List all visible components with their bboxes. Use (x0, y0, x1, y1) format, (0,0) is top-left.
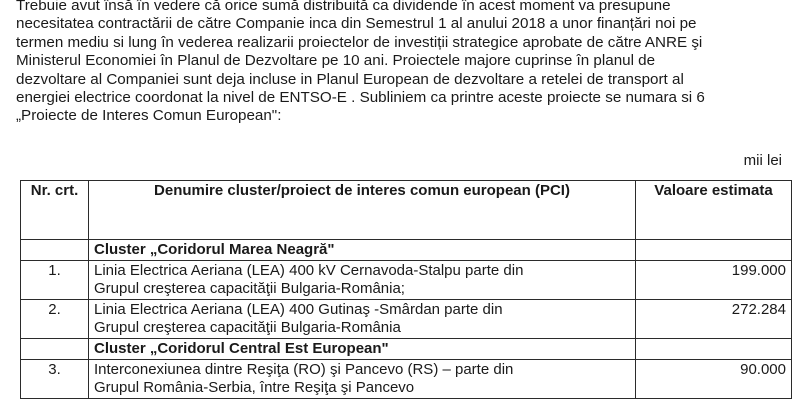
cluster-title: Cluster „Coridorul Marea Neagră" (89, 240, 636, 261)
row-value: 272.284 (636, 300, 792, 339)
intro-paragraph (16, 0, 788, 126)
row-number: 1. (21, 261, 89, 300)
header-name: Denumire cluster/proiect de interes comun european (PCI) (89, 181, 636, 240)
intro-line: dezvoltare al Companiei sunt deja incluse in Planul European de dezvoltare a retelei de transport al (16, 70, 684, 88)
row-description (89, 300, 636, 339)
description-line: Grupul creşterea capacităţii Bulgaria-România (94, 319, 401, 336)
cluster-title: Cluster „Coridorul Central Est European" (89, 339, 636, 360)
header-nr: Nr. crt. (21, 181, 89, 240)
description-line: Grupul creşterea capacităţii Bulgaria-România; (94, 280, 405, 297)
row-value: 90.000 (636, 360, 792, 399)
pci-table (20, 180, 792, 399)
table-header-row (21, 181, 792, 240)
intro-line: „Proiecte de Interes Comun European": (16, 107, 282, 125)
row-value: 199.000 (636, 261, 792, 300)
table-row (21, 261, 792, 300)
table-row (21, 300, 792, 339)
row-number: 2. (21, 300, 89, 339)
description-line: Linia Electrica Aeriana (LEA) 400 kV Cernavoda-Stalpu parte din (94, 262, 524, 279)
unit-label: mii lei (743, 152, 782, 169)
intro-line: termen mediu si lung în vederea realizarii proiectelor de investiții strategice aprobate de către ANRE şi (16, 33, 703, 51)
table-row (21, 360, 792, 399)
intro-line: energiei electrice coordonat la nivel de ENTSO-E . Subliniem ca printre aceste proiecte se numara si 6 (16, 89, 705, 107)
description-line: Interconexiunea dintre Reşiţa (RO) şi Pancevo (RS) – parte din (94, 361, 514, 378)
intro-line: Ministerul Economiei în Planul de Dezvoltare pe 10 ani. Proiectele majore cuprinse în planul de (16, 52, 656, 70)
row-description (89, 360, 636, 399)
cluster-row (21, 339, 792, 360)
row-description (89, 261, 636, 300)
header-value: Valoare estimata (636, 181, 792, 240)
description-line: Grupul România-Serbia, între Reşiţa şi Pancevo (94, 379, 415, 396)
row-number: 3. (21, 360, 89, 399)
intro-line: Trebuie avut însă în vedere că orice sumă distribuită ca dividende în acest moment va presupune (16, 0, 671, 14)
description-line: Linia Electrica Aeriana (LEA) 400 Gutinaş -Smârdan parte din (94, 301, 503, 318)
intro-line: necesitatea contractării de către Companie inca din Semestrul 1 al anului 2018 a unor finanțări noi pe (16, 15, 697, 33)
cluster-row (21, 240, 792, 261)
